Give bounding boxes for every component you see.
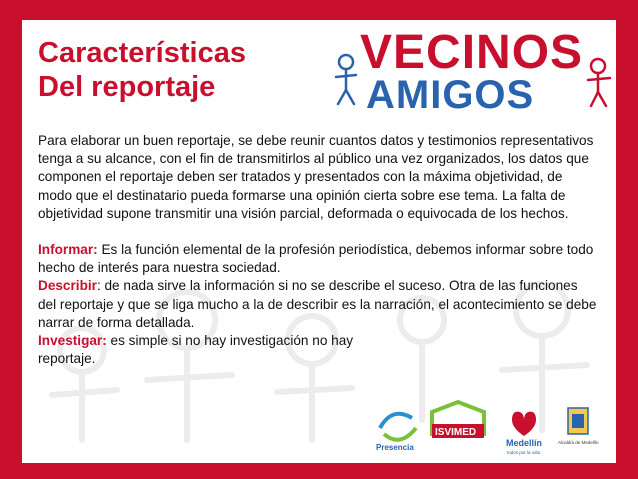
sponsor-logos — [372, 398, 612, 458]
alcaldia-logo — [558, 408, 599, 445]
term-investigar: Investigar: — [38, 333, 107, 349]
vecinos-amigos-logo — [328, 22, 616, 112]
item-describir — [38, 277, 598, 332]
logo-word-amigos: AMIGOS — [366, 73, 535, 112]
medellin-logo — [506, 412, 542, 455]
desc-informar: Es la función elemental de la profesión periodística, debemos informar sobre todo hecho de interés para nuestra sociedad. — [38, 242, 594, 276]
presencia-text: Presencia — [376, 443, 414, 452]
desc-describir: : de nada sirve la información si no se describe el suceso. Otra de las funciones del reportaje y que se liga mucho a la de describir es la narración, el acontecimiento se debe narrar de forma detallada. — [38, 278, 597, 330]
term-describir: Describir — [38, 278, 97, 294]
isvimed-text: ISVIMED — [435, 427, 477, 438]
item-informar — [38, 241, 598, 277]
alcaldia-text: Alcaldía de Medellín — [558, 440, 599, 445]
intro-paragraph: Para elaborar un buen reportaje, se debe reunir cuantos datos y testimonios representativos tenga a su alcance, con el fin de transmitirlos al público una vez organizados, los datos que componen el reportaje deben ser tratados y presentados con la máxima objetividad, de modo que el destinatario pueda formarse una opinión cierta sobre ese tema. La falta de objetividad supone transmitir una visión parcial, deformada o equivocada de los hechos. — [38, 133, 594, 221]
item-investigar — [38, 332, 378, 368]
logo-word-vecinos: VECINOS — [360, 26, 584, 79]
body-text — [38, 132, 598, 368]
isvimed-logo — [432, 402, 484, 438]
slide-content — [22, 20, 616, 463]
presencia-logo — [376, 414, 416, 452]
page-title — [38, 36, 246, 104]
medellin-text: Medellín — [506, 438, 543, 448]
medellin-subtext: todos por la vida — [507, 450, 541, 455]
term-informar: Informar: — [38, 242, 98, 258]
title-line-2: Del reportaje — [38, 71, 216, 103]
desc-investigar: es simple si no hay investigación no hay reportaje. — [38, 333, 354, 367]
title-line-1: Características — [38, 37, 246, 69]
